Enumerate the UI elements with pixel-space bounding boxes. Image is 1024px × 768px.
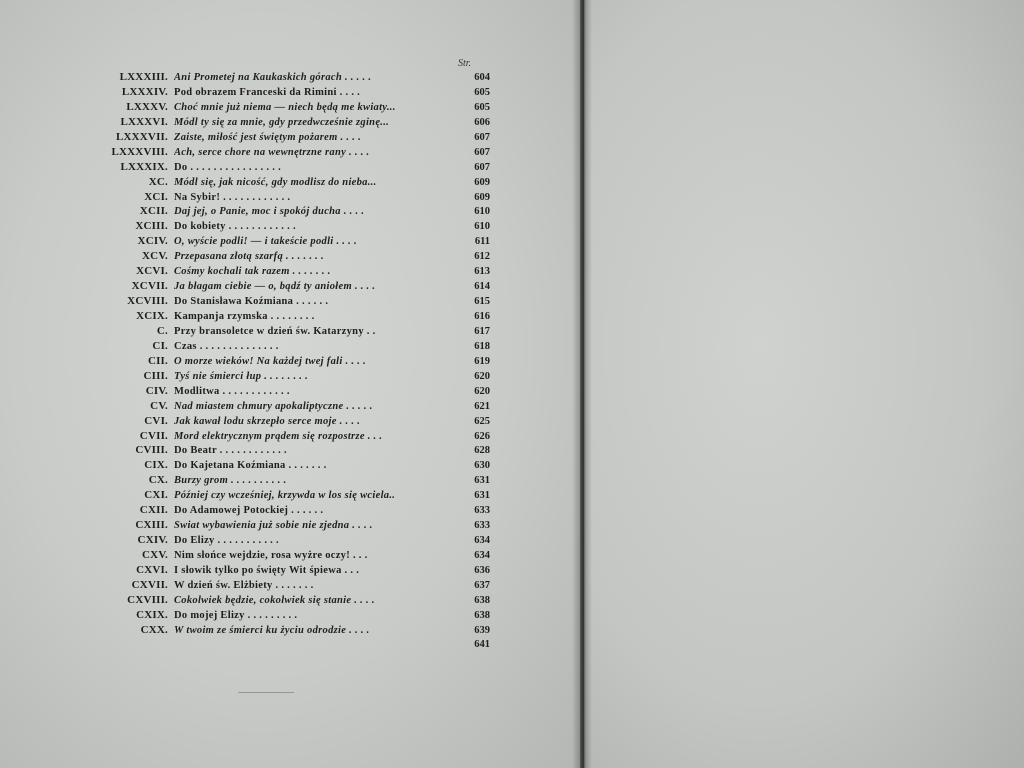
toc-entry (90, 250, 490, 265)
entry-number: CV. (150, 399, 168, 412)
entry-page-number: 618 (474, 340, 490, 352)
toc-entry (90, 385, 490, 400)
toc-entry (90, 310, 490, 325)
entry-page-number: 616 (474, 311, 490, 322)
entry-number: CXII. (139, 504, 168, 517)
toc-entry (90, 609, 490, 624)
entry-page-number: 638 (474, 609, 490, 621)
toc-entry (90, 459, 490, 474)
toc-entry (90, 340, 490, 355)
entry-number: CIX. (144, 459, 168, 472)
entry-number: XCVII. (131, 280, 168, 293)
entry-number: XCIV. (137, 235, 168, 248)
entry-title: Módl ty się za mnie, gdy przedwcześnie zginę... (174, 116, 390, 128)
entry-number: XCVI. (136, 265, 168, 278)
entry-number: CXIII. (135, 519, 168, 532)
entry-number: CXIX. (136, 608, 168, 621)
entry-title: Przepasana złotą szarfą . . . . . . . (174, 251, 324, 263)
entry-title: Cokolwiek będzie, cokolwiek się stanie . . . . (174, 594, 375, 606)
entry-page-number: 611 (474, 236, 490, 248)
entry-page-number: 605 (474, 101, 490, 113)
toc-entry (90, 624, 490, 639)
book-gutter (572, 0, 592, 768)
toc-entry (90, 489, 490, 504)
entry-number: CII. (147, 354, 168, 367)
toc-entry (90, 191, 490, 206)
toc-entry (90, 519, 490, 534)
toc-entry (90, 415, 490, 430)
entry-page-number: 633 (474, 520, 490, 532)
entry-page-number: 609 (474, 176, 490, 188)
entry-number: XCVIII. (127, 295, 168, 308)
entry-title: Ja błagam ciebie — o, bądź ty aniołem . . . . (174, 281, 376, 293)
toc-entry (90, 101, 490, 116)
entry-title: W dzień św. Elżbiety . . . . . . . (174, 579, 314, 591)
entry-title: Do Adamowej Potockiej . . . . . . (174, 505, 324, 517)
entry-number: CI. (152, 339, 168, 352)
entry-title: Do . . . . . . . . . . . . . . . . (174, 161, 282, 173)
toc-entry (90, 220, 490, 235)
entry-page-number: 620 (474, 385, 490, 397)
toc-entry (90, 131, 490, 146)
toc-entry (90, 400, 490, 415)
entry-number: CXVIII. (127, 593, 168, 606)
entry-page-number: 634 (474, 535, 490, 547)
entry-page-number: 610 (474, 206, 490, 218)
entry-title: Do Beatr . . . . . . . . . . . . (174, 445, 287, 457)
entry-number: LXXXIII. (119, 71, 168, 83)
entry-page-number: 631 (474, 475, 490, 487)
entry-page-number: 621 (474, 400, 490, 412)
entry-page-number: 619 (474, 355, 490, 367)
entry-title: Kampanja rzymska . . . . . . . . (174, 311, 315, 322)
entry-title: I słowik tylko po święty Wit śpiewa . . . (174, 564, 360, 576)
toc-entry (90, 71, 490, 86)
entry-page-number: 613 (474, 266, 490, 278)
entry-title: Choć mnie już niema — niech będą me kwiaty... (174, 101, 396, 113)
entry-title: Modlitwa . . . . . . . . . . . . (174, 385, 290, 397)
entry-title: Do Stanisława Koźmiana . . . . . . (174, 296, 329, 308)
toc-entry (90, 265, 490, 280)
entry-page-number: 633 (474, 505, 490, 517)
entry-title: O, wyście podli! — i takeście podli . . . . (174, 236, 357, 248)
entry-page-number: 604 (474, 72, 490, 83)
toc-entry (90, 579, 490, 594)
entry-title: Ach, serce chore na wewnętrzne rany . . . . (174, 146, 370, 158)
entry-title: Przy bransoletce w dzień św. Katarzyny . . (174, 325, 376, 337)
entry-number: XCV. (142, 250, 168, 263)
toc-entry (90, 116, 490, 131)
entry-number: CXVII. (131, 578, 168, 591)
entry-title: Do Kajetana Koźmiana . . . . . . . (174, 460, 327, 472)
entry-title: Zaiste, miłość jest świętym pożarem . . . . (174, 131, 362, 143)
entry-title: Daj jej, o Panie, moc i spokój ducha . . . . (174, 206, 365, 218)
entry-page-number: 639 (474, 624, 490, 636)
toc-entry (90, 176, 490, 191)
entry-number: XC. (148, 175, 168, 188)
toc-entry (90, 86, 490, 101)
entry-page-number: 607 (474, 146, 490, 158)
entry-page-number: 628 (474, 445, 490, 457)
entry-page-number: 607 (474, 161, 490, 173)
right-page (584, 0, 1024, 768)
entry-title: Nad miastem chmury apokaliptyczne . . . . . (174, 400, 373, 412)
entry-number: XCI. (144, 190, 168, 203)
entry-number: XCIX. (136, 310, 168, 322)
entry-number: LXXXVIII. (111, 145, 168, 158)
entry-title: W twoim ze śmierci ku życiu odrodzie . . . . (174, 624, 370, 636)
entry-number: C. (156, 324, 168, 337)
toc-entry (90, 161, 490, 176)
entry-title: Módl się, jak nicość, gdy modlisz do nieba... (174, 176, 377, 188)
entry-page-number: 641 (474, 638, 490, 650)
entry-page-number: 610 (474, 221, 490, 233)
entry-title: Nim słońce wejdzie, rosa wyżre oczy! . . . (174, 550, 368, 561)
entry-number: CX. (148, 474, 168, 487)
entry-page-number: 636 (474, 564, 490, 576)
toc-entry (90, 430, 490, 445)
entry-page-number: 634 (474, 550, 490, 561)
entry-page-number: 626 (474, 430, 490, 442)
entry-page-number: 605 (474, 86, 490, 98)
entry-page-number: 631 (474, 490, 490, 502)
toc-entry (90, 235, 490, 250)
entry-number: CXV. (142, 549, 168, 561)
end-rule (238, 692, 294, 693)
toc-entry (90, 295, 490, 310)
toc-entry (90, 474, 490, 489)
entry-number: XCIII. (135, 220, 168, 233)
entry-title: Świat wybawienia już sobie nie zjedna . . . . (174, 520, 373, 532)
toc-entries (90, 71, 490, 654)
entry-title: Pod obrazem Franceski da Rimini . . . . (174, 86, 361, 98)
entry-title: Tyś nie śmierci łup . . . . . . . . (174, 370, 309, 382)
entry-number: LXXXV. (126, 100, 168, 113)
entry-number: CIII. (143, 369, 168, 382)
toc-entry (90, 504, 490, 519)
entry-page-number: 637 (474, 579, 490, 591)
entry-title: Cośmy kochali tak razem . . . . . . . (174, 266, 331, 278)
page-column-label: Str. (458, 58, 472, 69)
entry-page-number: 615 (474, 296, 490, 308)
entry-title: Czas . . . . . . . . . . . . . . (174, 340, 279, 352)
toc-entry (90, 594, 490, 609)
toc-entry (90, 564, 490, 579)
entry-number: XCII. (139, 205, 168, 218)
toc-entry (90, 146, 490, 161)
entry-title: O morze wieków! Na każdej twej fali . . . . (174, 355, 366, 367)
entry-title: Mord elektrycznym prądem się rozpostrze . . . (174, 430, 383, 442)
toc-entry (90, 205, 490, 220)
toc-entry (90, 444, 490, 459)
entry-number: CIV. (145, 384, 168, 397)
toc-entry (90, 534, 490, 549)
entry-number: CVIII. (135, 444, 168, 457)
entry-title: Ani Prometej na Kaukaskich górach . . . . . (174, 72, 372, 83)
entry-page-number: 614 (474, 281, 490, 293)
entry-page-number: 617 (474, 325, 490, 337)
entry-number: CXX. (140, 623, 168, 636)
entry-number: CXVI. (136, 563, 168, 576)
entry-page-number: 607 (474, 131, 490, 143)
entry-page-number: 606 (474, 116, 490, 128)
entry-title: Do Elizy . . . . . . . . . . . (174, 535, 279, 547)
toc-entry (90, 280, 490, 295)
entry-page-number: 612 (474, 251, 490, 263)
entry-page-number: 638 (474, 594, 490, 606)
entry-number: CXIV. (137, 534, 168, 547)
toc-entry (90, 370, 490, 385)
entry-title: Do mojej Elizy . . . . . . . . . (174, 609, 298, 621)
entry-title: Do kobiety . . . . . . . . . . . . (174, 221, 296, 233)
toc-entry (90, 355, 490, 370)
entry-page-number: 609 (474, 191, 490, 203)
toc-entry (90, 639, 490, 654)
entry-page-number: 630 (474, 460, 490, 472)
entry-title: Jak kawał lodu skrzepło serce moje . . . . (174, 415, 361, 427)
entry-number: LXXXVI. (120, 115, 168, 128)
entry-page-number: 625 (474, 415, 490, 427)
entry-title: Na Sybir! . . . . . . . . . . . . (174, 191, 291, 203)
entry-title: Burzy grom . . . . . . . . . . (174, 475, 287, 487)
entry-number: LXXXVII. (115, 130, 168, 143)
entry-number: CVII. (139, 429, 168, 442)
entry-page-number: 620 (474, 370, 490, 382)
toc-entry (90, 325, 490, 340)
toc-entry (90, 549, 490, 564)
entry-number: CXI. (144, 489, 168, 502)
entry-number: LXXXIX. (120, 160, 168, 173)
entry-number: LXXXIV. (121, 85, 168, 98)
entry-title: Później czy wcześniej, krzywda w los się wciela.. (174, 490, 396, 502)
entry-number: CVI. (144, 414, 168, 427)
